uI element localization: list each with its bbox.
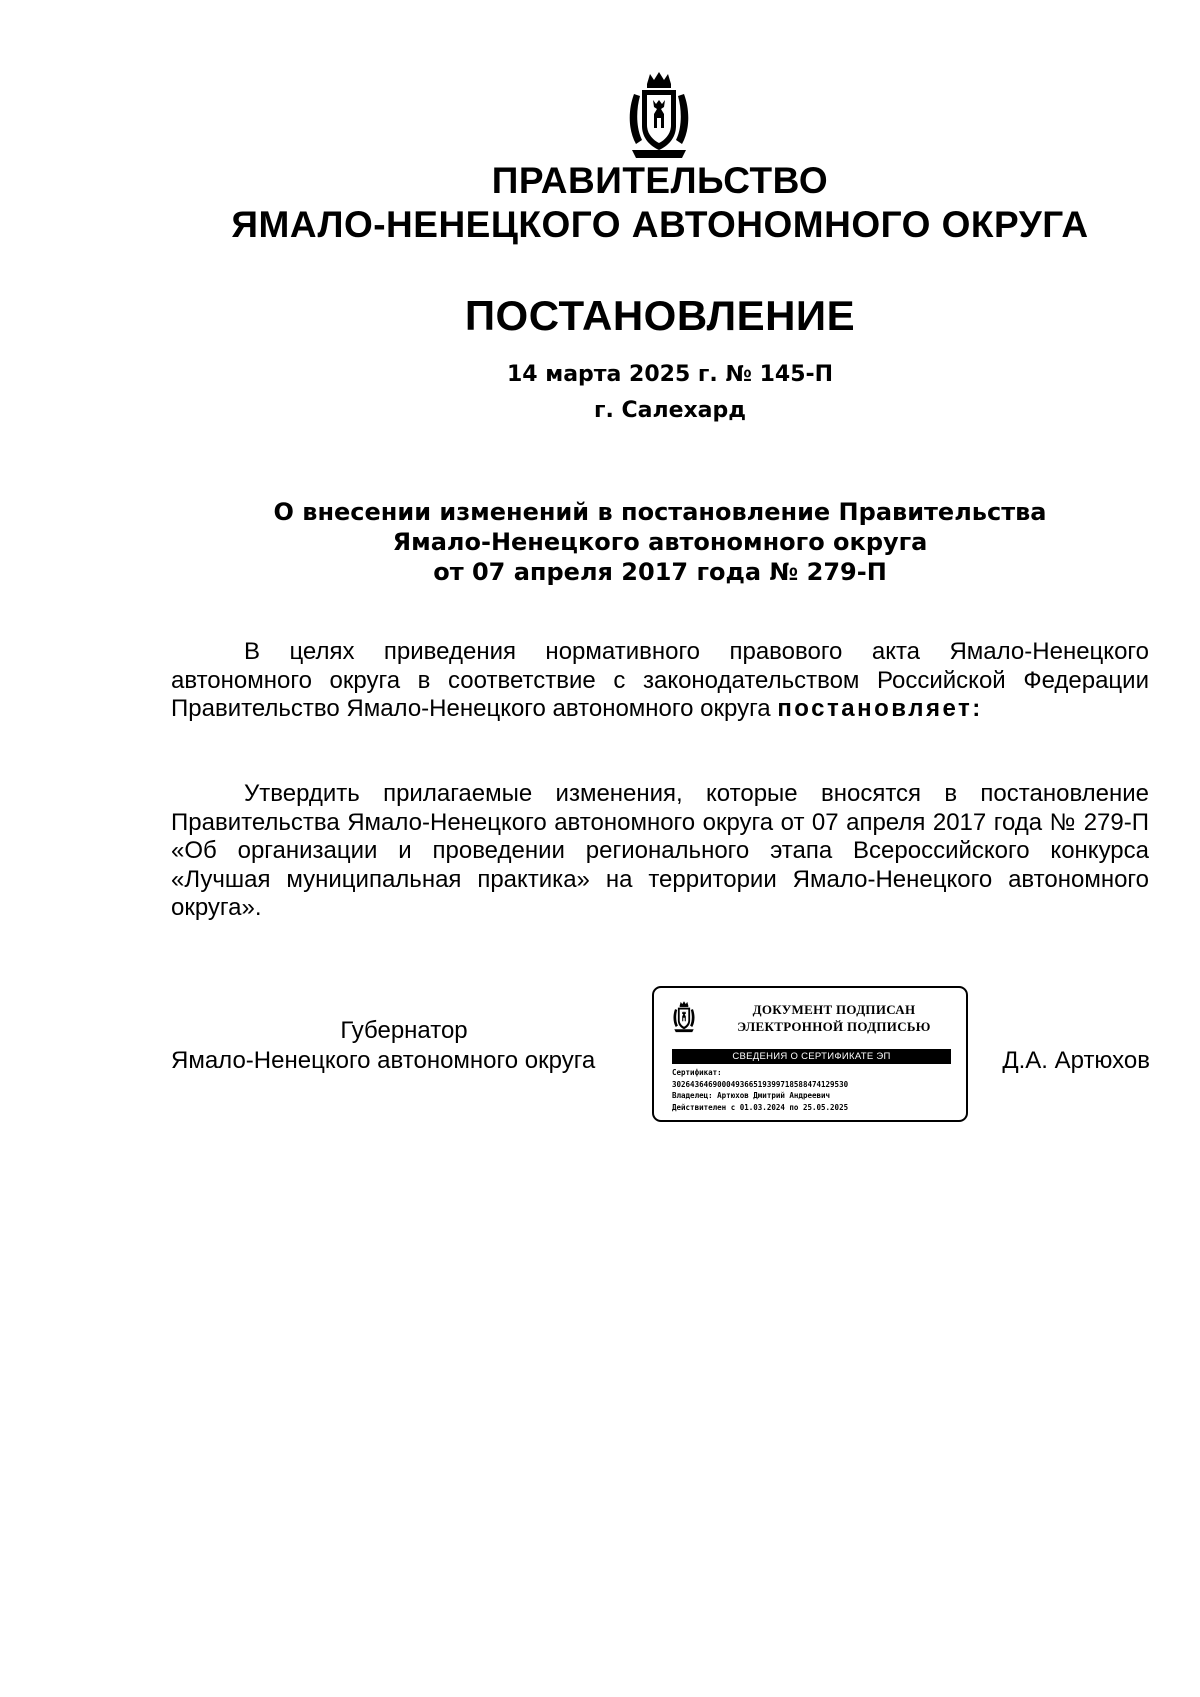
document-subject <box>170 497 1150 587</box>
electronic-signature-stamp <box>652 986 968 1122</box>
government-name-line1: ПРАВИТЕЛЬСТВО <box>491 160 829 201</box>
signatory-title-line1: Губернатор <box>340 1017 468 1044</box>
document-city: г. Салехард <box>593 398 747 423</box>
stamp-cert-value: 302643646900049366519399718588474129530 <box>672 1079 849 1089</box>
subject-line: от 07 апреля 2017 года № 279-П <box>433 558 887 586</box>
preamble-paragraph <box>171 638 1149 724</box>
stamp-certificate-info <box>672 1067 962 1113</box>
signatory-title-line2: Ямало-Ненецкого автономного округа <box>171 1047 596 1074</box>
coat-of-arms-icon <box>620 70 698 162</box>
stamp-owner: Владелец: Артюхов Дмитрий Андреевич <box>672 1091 831 1100</box>
document-date-number: 14 марта 2025 г. № 145-П <box>506 362 834 387</box>
government-name-line2: ЯМАЛО-НЕНЕЦКОГО АВТОНОМНОГО ОКРУГА <box>231 204 1089 245</box>
subject-line: О внесении изменений в постановление Правительства <box>273 498 1047 526</box>
stamp-certificate-bar: СВЕДЕНИЯ О СЕРТИФИКАТЕ ЭП <box>672 1049 951 1064</box>
resolution-paragraph: Утвердить прилагаемые изменения, которые вносятся в постановление Правительства Ямало-Ненецкого автономного округа от 07 апреля 2017 года № 279-П «Об организации и проведении регионального этапа Всероссийского конкурса «Лучшая муниципальная практика» на территории Ямало-Ненецкого автономного округа». <box>171 780 1149 921</box>
stamp-validity: Действителен с 01.03.2024 по 25.05.2025 <box>672 1102 849 1112</box>
preamble-text: В целях приведения нормативного правового акта Ямало-Ненецкого автономного округа в соответствие с законодательством Российской Федерации Правительство Ямало-Ненецкого автономного округа <box>171 638 1149 722</box>
resolves-word: постановляет: <box>777 695 983 722</box>
stamp-cert-label: Сертификат: <box>672 1068 722 1077</box>
subject-line: Ямало-Ненецкого автономного округа <box>392 528 928 556</box>
stamp-heading-line1: ДОКУМЕНТ ПОДПИСАН <box>752 1002 916 1017</box>
coat-of-arms-icon <box>670 996 698 1038</box>
signatory-name: Д.А. Артюхов <box>1002 1047 1150 1074</box>
signatory-title <box>171 1016 637 1076</box>
document-type-title: ПОСТАНОВЛЕНИЕ <box>464 292 856 339</box>
stamp-heading-line2: ЭЛЕКТРОННОЙ ПОДПИСЬЮ <box>737 1019 931 1034</box>
stamp-heading <box>714 1001 954 1035</box>
